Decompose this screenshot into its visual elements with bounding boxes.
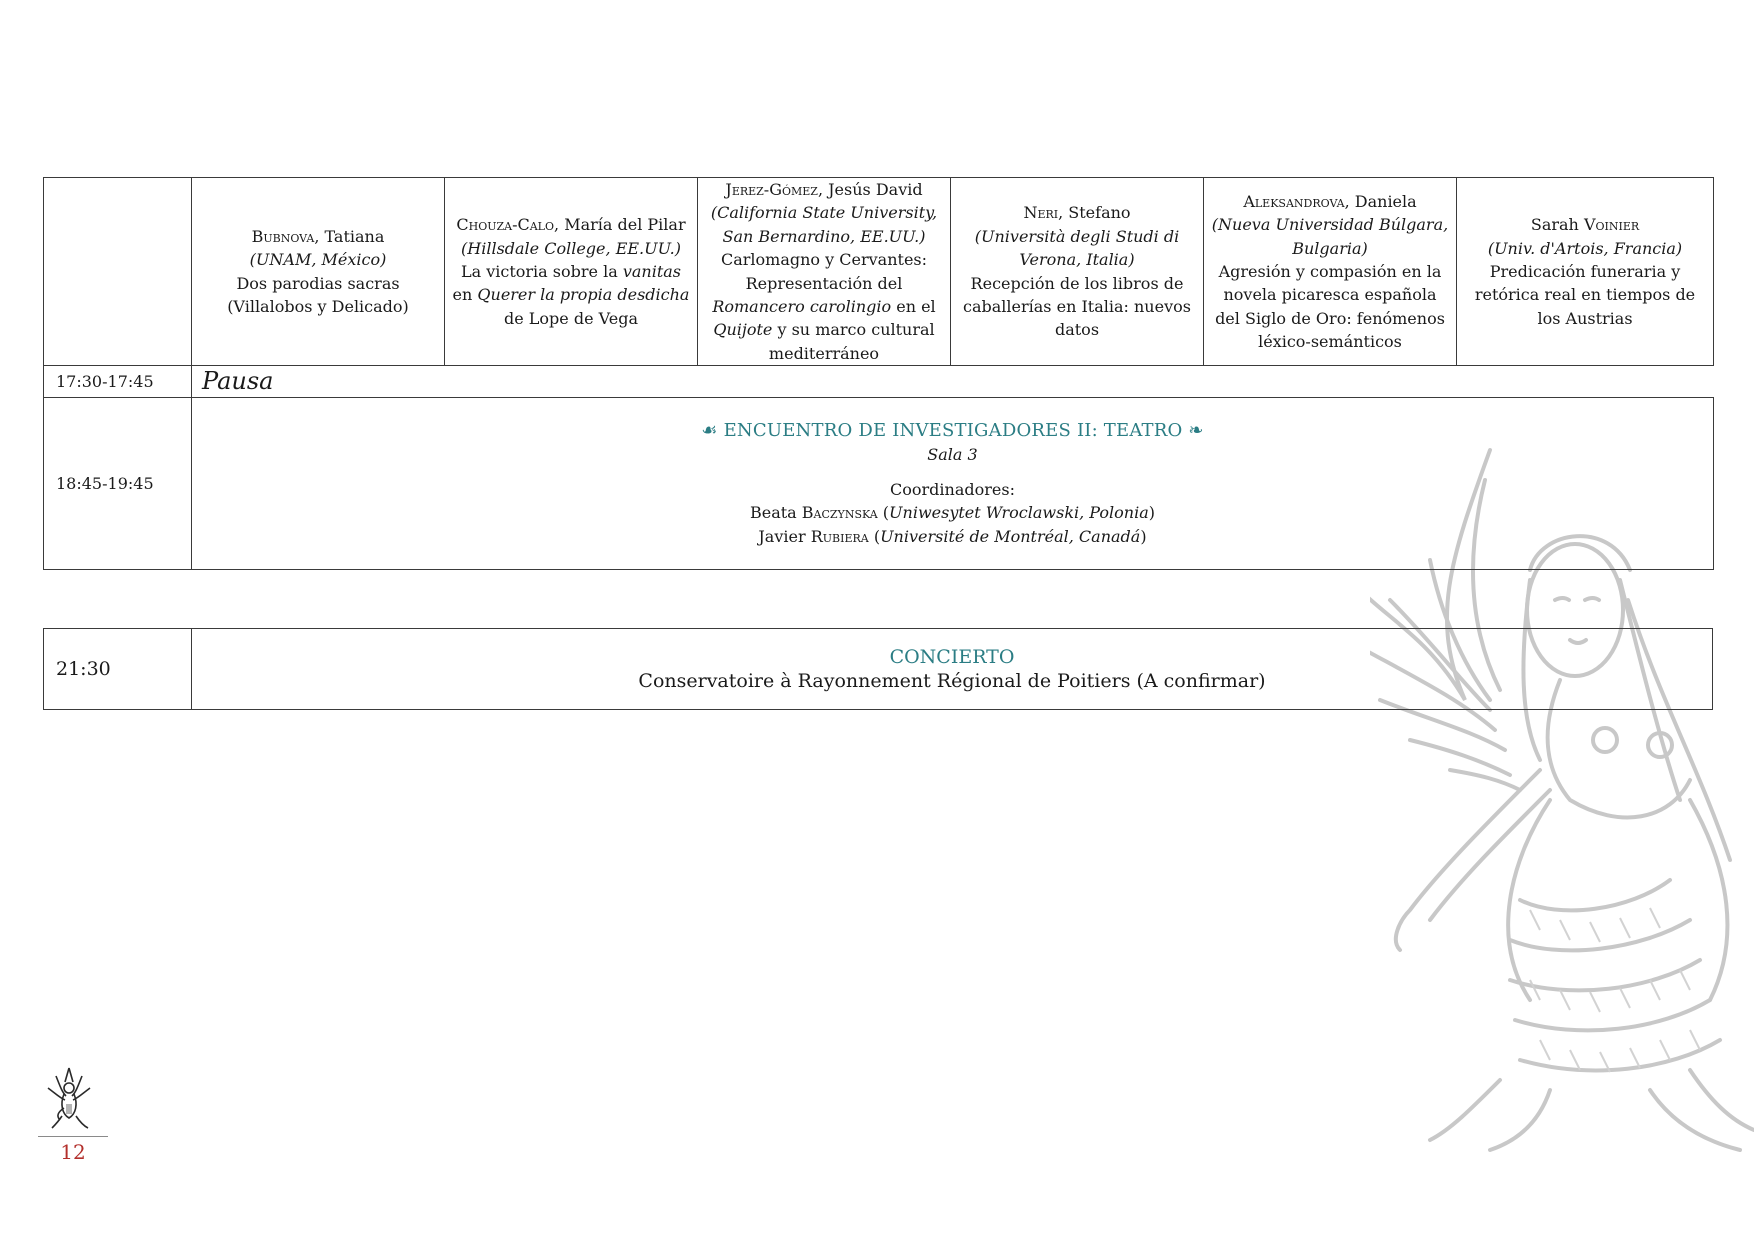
speaker-given-name: , María del Pilar (554, 215, 686, 235)
speaker-surname: Jerez-Gómez (725, 180, 818, 199)
coordinators-label: Coordinadores: (890, 480, 1015, 500)
page-number: 12 (60, 1140, 86, 1164)
coordinator-1 (198, 501, 1707, 524)
speaker-given-name: Sarah (1530, 215, 1584, 235)
talk-title-part: en (452, 285, 478, 305)
speaker-cell (192, 178, 445, 366)
coordinator-surname: Rubiera (810, 526, 869, 546)
paren-close: ) (1148, 503, 1156, 523)
pause-label: Pausa (192, 366, 1714, 398)
speaker-given-name: , Tatiana (314, 226, 385, 246)
speaker-surname: Voinier (1583, 215, 1640, 235)
concert-title: CONCIERTO (889, 646, 1015, 668)
talk-title: Recepción de los libros de caballerías en Italia: nuevos datos (963, 273, 1191, 340)
coordinator-given-name: Beata (749, 503, 802, 523)
angel-logo-icon (44, 1064, 94, 1130)
talk-title-part: Carlomagno y Cervantes: Representación del (720, 250, 928, 293)
session-row (44, 178, 1714, 366)
paren-open: ( (882, 503, 890, 523)
talk-title: Predicación funeraria y retórica real en tiempos de los Austrias (1474, 261, 1696, 328)
talk-title: Dos parodias sacras (Villalobos y Delicado) (227, 273, 409, 317)
coordinator-given-name: Javier (758, 526, 811, 546)
talk-title-italic: Romancero carolingio (712, 297, 892, 317)
speaker-affiliation: (Hillsdale College, EE.UU.) (461, 238, 681, 258)
coordinator-affiliation: Uniwesytet Wroclawski, Polonia (889, 503, 1149, 523)
concert-time: 21:30 (44, 629, 192, 710)
session-time (44, 178, 192, 366)
speaker-affiliation: (Univ. d'Artois, Francia) (1487, 238, 1683, 258)
talk-title-italic: Querer la propia desdicha (477, 285, 690, 305)
encuentro-title: ENCUENTRO DE INVESTIGADORES II: TEATRO (723, 420, 1183, 442)
talk-title: Agresión y compasión en la novela picaresca española del Siglo de Oro: fenómenos léxico-semánticos (1215, 261, 1445, 352)
talk-title-part: La victoria sobre la (460, 261, 623, 281)
paren-open: ( (873, 526, 881, 546)
speaker-affiliation: (UNAM, México) (249, 250, 387, 270)
ornament-right-icon: ❧ (1188, 420, 1204, 442)
concert-subtitle: Conservatoire à Rayonnement Régional de Poitiers (A confirmar) (638, 670, 1266, 692)
speaker-given-name: , Stefano (1058, 203, 1131, 223)
speaker-affiliation: (Nueva Universidad Búlgara, Bulgaria) (1211, 215, 1449, 258)
ornament-left-icon: ☙ (701, 420, 718, 442)
talk-title-part: y su marco cultural mediterráneo (768, 320, 935, 363)
encuentro-cell (192, 398, 1714, 570)
coordinator-affiliation: Université de Montréal, Canadá (880, 526, 1141, 546)
speaker-surname: Bubnova (251, 226, 315, 246)
speaker-surname: Neri (1023, 203, 1059, 223)
concert-row (44, 629, 1713, 710)
paren-close: ) (1140, 526, 1147, 546)
encuentro-row (44, 398, 1714, 570)
concert-cell (192, 629, 1713, 710)
speaker-given-name: , Jesús David (817, 180, 923, 199)
speaker-surname: Chouza-Calo (456, 215, 555, 235)
program-table (43, 177, 1714, 570)
talk-title-italic: vanitas (622, 261, 682, 281)
speaker-cell (1457, 178, 1714, 366)
speaker-affiliation: (Università degli Studi di Verona, Italia) (974, 226, 1180, 270)
speaker-affiliation: (California State University, San Bernardino, EE.UU.) (710, 203, 938, 246)
room-label: Sala 3 (927, 444, 978, 464)
encuentro-time: 18:45-19:45 (44, 398, 192, 570)
coordinator-surname: Baczynska (801, 503, 878, 523)
talk-title-part: en el (891, 297, 936, 317)
speaker-surname: Aleksandrova (1243, 191, 1345, 211)
speaker-cell (698, 178, 951, 366)
speaker-given-name: , Daniela (1344, 191, 1417, 211)
talk-title-italic: Quijote (713, 320, 773, 340)
page-rule (38, 1136, 108, 1137)
encuentro-heading (198, 419, 1707, 442)
concert-table (43, 628, 1713, 710)
pause-time: 17:30-17:45 (44, 366, 192, 398)
pause-row (44, 366, 1714, 398)
speaker-cell (951, 178, 1204, 366)
coordinator-2 (198, 525, 1707, 548)
speaker-cell (1204, 178, 1457, 366)
speaker-cell (445, 178, 698, 366)
talk-title-part: de Lope de Vega (504, 308, 638, 328)
